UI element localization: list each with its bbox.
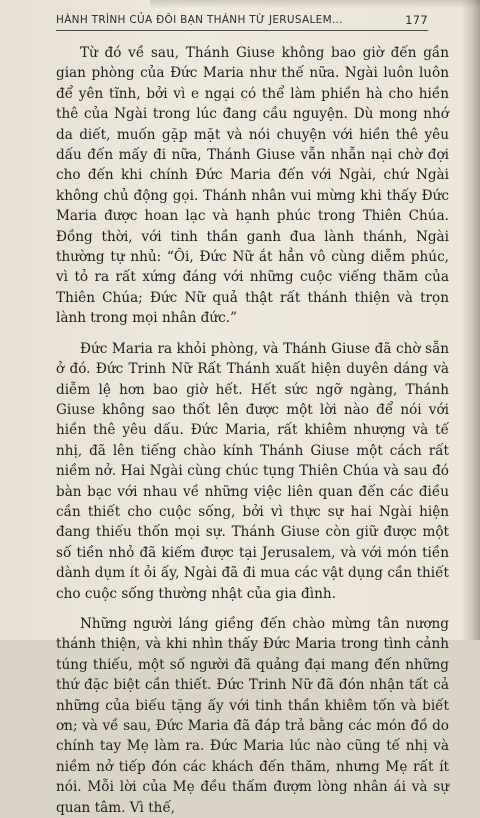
paragraph: Đức Maria ra khỏi phòng, và Thánh Giuse đã chờ sẵn ở đó. Đức Trinh Nữ Rất Thánh xuất hiện duyên dáng và diễm lệ hơn bao giờ hết. Hết sức ngỡ ngàng, Thánh Giuse không sao thốt lên được một lời nào để nói với hiền thê yêu dấu. Đức Maria, rất khiêm nhượng và tế nhị, đã lên tiếng chào kính Thánh Giuse một cách rất niềm nở. Hai Ngài cùng chúc tụng Thiên Chúa và sau đó bàn bạc với nhau về những việc liên quan đến các điều cần thiết cho cuộc sống, bởi vì thực sự hai Ngài hiện đang thiếu thốn mọi sự. Thánh Giuse còn giữ được một số tiền nhỏ đã kiếm được tại Jerusalem, và với món tiền dành dụm ít ỏi ấy, Ngài đã đi mua các vật dụng cần thiết cho cuộc sống thường nhật của gia đình. <box>56 340 449 602</box>
running-title: HÀNH TRÌNH CỦA ĐÔI BẠN THÁNH TỪ JERUSALEM... <box>56 14 343 26</box>
header-rule <box>56 30 428 31</box>
page-edge-shadow <box>462 0 480 640</box>
page-body <box>56 43 449 818</box>
page-edge-bleed <box>150 0 480 8</box>
paragraph: Từ đó về sau, Thánh Giuse không bao giờ đến gần gian phòng của Đức Maria như thế nữa. Ngài luôn luôn để yên tĩnh, bởi vì e ngại có thể làm phiền hà cho hiền thê của Ngài trong lúc đang cầu nguyện. Dù mong nhớ da diết, muốn gặp mặt và nói chuyện với hiền thê yêu dấu đến mấy đi nữa, Thánh Giuse vẫn nhẫn nại chờ đợi cho đến khi chính Đức Maria đến với Ngài, chứ Ngài không chủ động gọi. Thánh nhân vui mừng khi thấy Đức Maria được hoan lạc và hạnh phúc trong Thiên Chúa. Đồng thời, với tinh thần ganh đua lành thánh, Ngài thường tự nhủ: “Ôi, Đức Nữ ắt hẳn vô cùng diễm phúc, vì tỏ ra rất xứng đáng với những cuộc viếng thăm của Thiên Chúa; Đức Nữ quả thật rất thánh thiện và trọn lành trong mọi nhân đức.” <box>56 45 449 327</box>
page-number: 177 <box>405 13 428 27</box>
page-header <box>56 10 428 30</box>
paragraph: Những người láng giềng đến chào mừng tân nương thánh thiện, và khi nhìn thấy Đức Maria trong tình cảnh túng thiếu, một số người đã quảng đại mang đến những thứ đặc biệt cần thiết. Đức Trinh Nữ đã đón nhận tất cả những của biếu tặng ấy với tinh thần khiêm tốn và biết ơn; và về sau, Đức Maria đã đáp trả bằng các món đồ do chính tay Mẹ làm ra. Đức Maria lúc nào cũng tế nhị và niềm nở tiếp đón các khách đến thăm, nhưng Mẹ rất ít nói. Mỗi lời của Mẹ đều thấm đượm lòng nhân ái và sự quan tâm. Vì thế, <box>56 615 449 816</box>
